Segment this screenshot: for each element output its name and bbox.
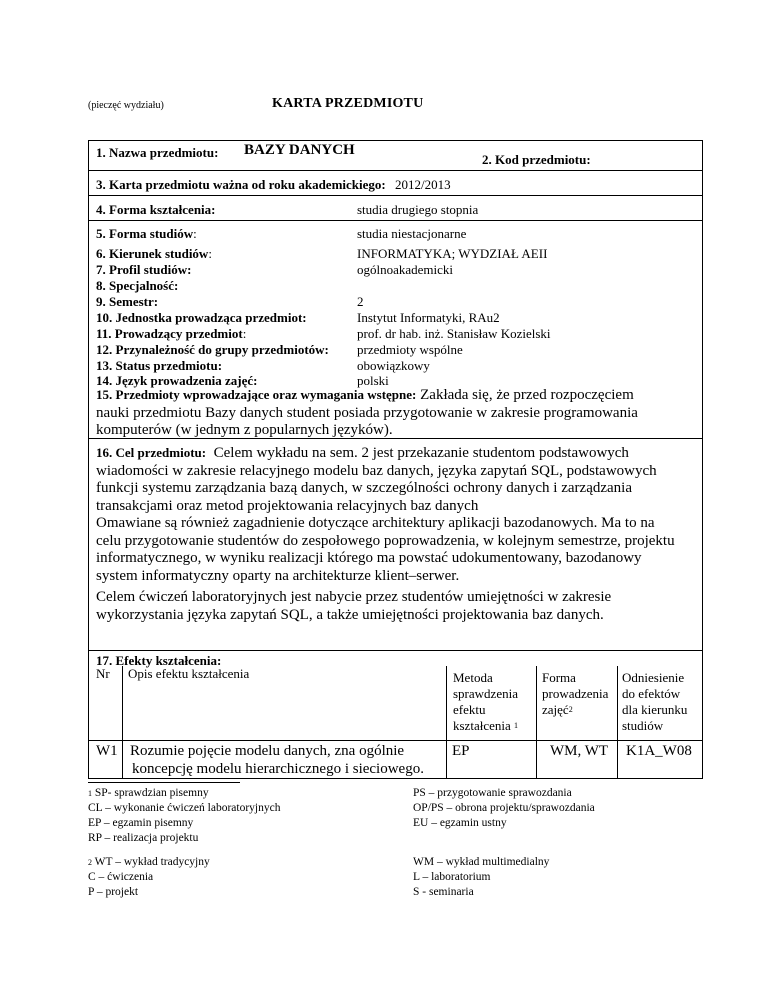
footnote-1-right [413, 786, 595, 831]
field-value: INFORMATYKA; WYDZIAŁ AEII [357, 246, 548, 261]
header-line: efektu [453, 702, 486, 717]
field-value: ogólnoakademicki [357, 262, 454, 277]
footnote-line: PS – przygotowanie sprawozdania [413, 787, 572, 799]
table-col-divider [536, 666, 537, 778]
effects-label: 17. Efekty kształcenia: [96, 653, 222, 668]
course-name-label: 1. Nazwa przedmiotu: [96, 145, 219, 160]
table-row-nr: W1 [96, 743, 118, 759]
divider [88, 195, 703, 196]
footnote-line: C – ćwiczenia [88, 871, 154, 883]
field-value: przedmioty wspólne [357, 342, 463, 357]
goal-line: celu przygotowanie studentów do zespołowego poprowadzenia, w kolejnym semestrze, projektu [96, 532, 675, 549]
field-label-text: 11. Prowadzący przedmiot [96, 326, 243, 341]
field-label: 7. Profil studiów: [96, 262, 192, 277]
footnote-line: P – projekt [88, 886, 139, 898]
effects-col-method [453, 670, 518, 734]
field-value: 2 [357, 294, 364, 309]
field-value: obowiązkowy [357, 358, 430, 373]
field-value: prof. dr hab. inż. Stanisław Kozielski [357, 326, 551, 341]
header-line: prowadzenia [542, 686, 609, 701]
divider [88, 170, 703, 171]
field-label: 13. Status przedmiotu: [96, 358, 223, 373]
header-line: kształcenia [453, 718, 511, 733]
prerequisites-label: 15. Przedmioty wprowadzające oraz wymagania wstępne: [96, 387, 417, 402]
header-line: sprawdzenia [453, 686, 518, 701]
goal-label: 16. Cel przedmiotu: [96, 445, 207, 460]
valid-from-row [96, 177, 451, 192]
field-value: polski [357, 373, 389, 388]
footnote-ref: 1 [514, 721, 518, 730]
effects-col-form [542, 670, 608, 718]
course-code-label: 2. Kod przedmiotu: [482, 152, 591, 167]
valid-from-label: 3. Karta przedmiotu ważna od roku akademickiego: [96, 177, 386, 192]
footnote-line: WT – wykład tradycyjny [94, 856, 210, 868]
footnote-rule [88, 782, 240, 783]
field-value: studia drugiego stopnia [357, 202, 479, 217]
field-label-suffix: : [208, 246, 212, 261]
field-label: 8. Specjalność: [96, 278, 179, 293]
divider [88, 740, 703, 741]
table-row-method: EP [452, 743, 470, 759]
prerequisites-line: Zakłada się, że przed rozpoczęciem [420, 387, 634, 403]
header-line: Metoda [453, 670, 493, 685]
header-line: Forma [542, 670, 576, 685]
footnote-line: CL – wykonanie ćwiczeń laboratoryjnych [88, 802, 281, 814]
footnote-line: SP- sprawdzian pisemny [94, 787, 209, 799]
header-line: zajęć [542, 702, 569, 717]
field-label [96, 246, 212, 261]
header-line: studiów [622, 718, 664, 733]
field-label: 14. Język prowadzenia zajęć: [96, 373, 258, 388]
footnote-line: OP/PS – obrona projektu/sprawozdania [413, 802, 595, 814]
document-title: KARTA PRZEDMIOTU [272, 96, 424, 111]
field-label: 4. Forma kształcenia: [96, 202, 216, 217]
table-col-divider [617, 666, 618, 778]
desc-line: koncepcję modelu hierarchicznego i sieciowego. [132, 761, 424, 777]
field-value: Instytut Informatyki, RAu2 [357, 310, 500, 325]
stamp-placeholder: (pieczęć wydziału) [88, 100, 164, 111]
footnote-line: RP – realizacja projektu [88, 832, 199, 844]
table-col-divider [446, 666, 447, 778]
prerequisites-section [96, 386, 696, 440]
effects-col-ref [622, 670, 687, 734]
desc-line: Rozumie pojęcie modelu danych, zna ogólnie [130, 743, 405, 759]
goal-line: funkcji systemu zarządzania bazą danych, w szczególności ochrony danych i zarządzania [96, 480, 632, 496]
field-label: 10. Jednostka prowadząca przedmiot: [96, 310, 307, 325]
table-row-form: WM, WT [550, 743, 609, 759]
field-value: studia niestacjonarne [357, 226, 467, 241]
footnote-ref: 2 [568, 705, 573, 714]
header-line: dla kierunku [622, 702, 688, 717]
field-label-text: 5. Forma studiów [96, 226, 194, 241]
effects-col-desc: Opis efektu kształcenia [128, 666, 250, 681]
footnote-line: S - seminaria [413, 886, 474, 898]
footnote-mark: 2 [88, 858, 92, 867]
footnote-2-left [88, 855, 210, 900]
goal-line: wiadomości w zakresie relacyjnego modelu baz danych, języka zapytań SQL, podstawowych [96, 462, 657, 479]
table-row-ref: K1A_W08 [626, 743, 692, 759]
course-name-value: BAZY DANYCH [244, 142, 355, 158]
prerequisites-line: komputerów (w jednym z popularnych języków). [96, 422, 393, 438]
footnote-line: L – laboratorium [413, 871, 491, 883]
goal-line: informatycznego, w wyniku realizacji którego ma powstać udokumentowany, bazodanowy [96, 550, 642, 566]
goal-line: Celem ćwiczeń laboratoryjnych jest nabycie przez studentów umiejętności w zakresie [96, 589, 612, 605]
footnote-line: EU – egzamin ustny [413, 817, 507, 829]
field-label: 12. Przynależność do grupy przedmiotów: [96, 342, 329, 357]
field-label [96, 326, 246, 341]
table-row-desc [130, 742, 424, 778]
goal-line: transakcjami oraz metod projektowania relacyjnych baz danych [96, 497, 479, 514]
field-label: 9. Semestr: [96, 294, 159, 309]
field-label-suffix: : [193, 226, 197, 241]
goal-line: Omawiane są również zagadnienie dotyczące architektury aplikacji bazodanowych. Ma to na [96, 515, 655, 531]
table-col-divider [122, 666, 123, 778]
footnote-2-right [413, 855, 549, 900]
header-line: Odniesienie [622, 670, 685, 685]
prerequisites-line: nauki przedmiotu Bazy danych student posiada przygotowanie w zakresie programowania [96, 404, 638, 421]
goal-line: Celem wykładu na sem. 2 jest przekazanie studentom podstawowych [213, 445, 629, 461]
valid-from-value: 2012/2013 [394, 177, 451, 192]
divider [88, 650, 703, 651]
footnote-1-left [88, 786, 280, 846]
goal-line: system informatyczny oparty na architekturze klient–serwer. [96, 567, 460, 584]
goal-section [96, 444, 696, 624]
field-label-text: 6. Kierunek studiów [96, 246, 209, 261]
field-label [96, 226, 197, 241]
effects-col-nr: Nr [96, 666, 110, 681]
field-label-suffix: : [242, 326, 247, 341]
footnote-line: WM – wykład multimedialny [413, 856, 550, 868]
goal-line: wykorzystania języka zapytań SQL, a także umiejętności projektowania baz danych. [96, 606, 604, 623]
footnote-line: EP – egzamin pisemny [88, 817, 194, 829]
footnote-mark: 1 [88, 789, 92, 798]
divider [88, 220, 703, 221]
header-line: do efektów [622, 686, 681, 701]
